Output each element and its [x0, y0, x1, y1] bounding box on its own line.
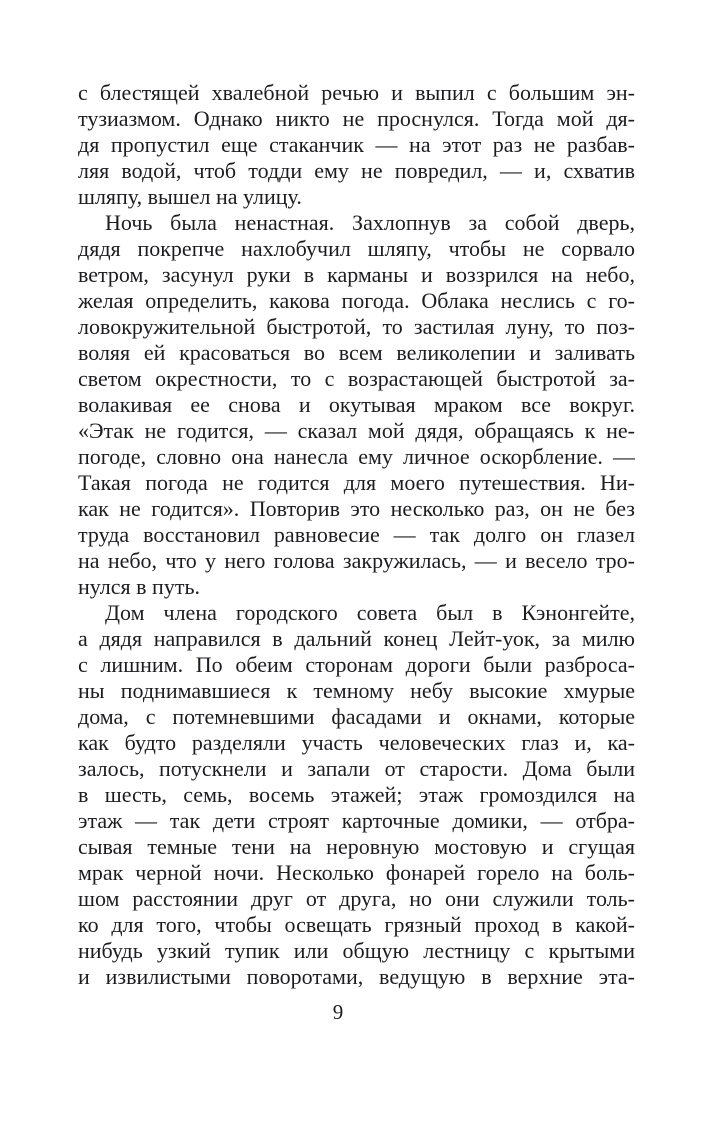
text-line: с блестящей хвалебной речью и выпил с большим эн- [78, 80, 635, 105]
text-line: шляпу, вышел на улицу. [78, 184, 302, 209]
text-line: залось, потускнели и запали от старости. Дома были [78, 756, 635, 781]
text-line: шом расстоянии друг от друга, но они служили толь- [78, 886, 635, 911]
text-line: Ночь была ненастная. Захлопнув за собой дверь, [105, 210, 635, 235]
text-line: труда восстановил равновесие — так долго он глазел [78, 522, 635, 547]
text-line: дя пропустил еще стаканчик — на этот раз не разбав- [78, 132, 635, 157]
text-line: как будто разделяли участь человеческих глаз и, ка- [78, 730, 635, 755]
text-line: ны поднимавшиеся к темному небу высокие хмурые [78, 678, 635, 703]
text-line: ко для того, чтобы освещать грязный проход в какой- [78, 912, 635, 937]
text-line: а дядя направился в дальний конец Лейт-уок, за милю [78, 626, 635, 651]
text-line: волакивая ее снова и окутывая мраком все вокруг. [78, 392, 635, 417]
text-line: Дом члена городского совета был в Кэнонгейте, [105, 600, 635, 625]
text-line: «Этак не годится, — сказал мой дядя, обращаясь к не- [78, 418, 635, 443]
text-line: воляя ей красоваться во всем великолепии и заливать [78, 340, 635, 365]
text-line: и извилистыми поворотами, ведущую в верхние эта- [78, 964, 635, 989]
text-line: в шесть, семь, восемь этажей; этаж громоздился на [78, 782, 635, 807]
paragraph [78, 210, 635, 600]
text-line: светом окрестности, то с возрастающей быстротой за- [78, 366, 635, 391]
paragraph [78, 80, 635, 210]
text-line: как не годится». Повторив это несколько раз, он не без [78, 496, 635, 521]
text-line: дома, с потемневшими фасадами и окнами, которые [78, 704, 635, 729]
paragraph [78, 600, 635, 990]
text-line: ляя водой, чтоб тодди ему не повредил, — и, схватив [78, 158, 635, 183]
text-line: ловокружительной быстротой, то застилая луну, то поз- [78, 314, 635, 339]
text-line: погоде, словно она нанесла ему личное оскорбление. — [78, 444, 635, 469]
text-line: ветром, засунул руки в карманы и воззрился на небо, [78, 262, 635, 287]
text-line: мрак черной ночи. Несколько фонарей горело на боль- [78, 860, 635, 885]
text-line: дядя покрепче нахлобучил шляпу, чтобы не сорвало [78, 236, 635, 261]
text-line: сывая темные тени на неровную мостовую и сгущая [78, 834, 635, 859]
text-line: желая определить, какова погода. Облака неслись с го- [78, 288, 635, 313]
text-line: с лишним. По обеим сторонам дороги были разброса- [78, 652, 635, 677]
text-line: Такая погода не годится для моего путешествия. Ни- [78, 470, 635, 495]
text-line: этаж — так дети строят карточные домики, — отбра- [78, 808, 635, 833]
text-block [78, 80, 635, 990]
text-line: тузиазмом. Однако никто не проснулся. Тогда мой дя- [78, 106, 635, 131]
text-line: нулся в путь. [78, 574, 200, 599]
text-line: нибудь узкий тупик или общую лестницу с крытыми [78, 938, 635, 963]
page-number: 9 [332, 1000, 344, 1024]
text-line: на небо, что у него голова закружилась, — и весело тро- [78, 548, 635, 573]
